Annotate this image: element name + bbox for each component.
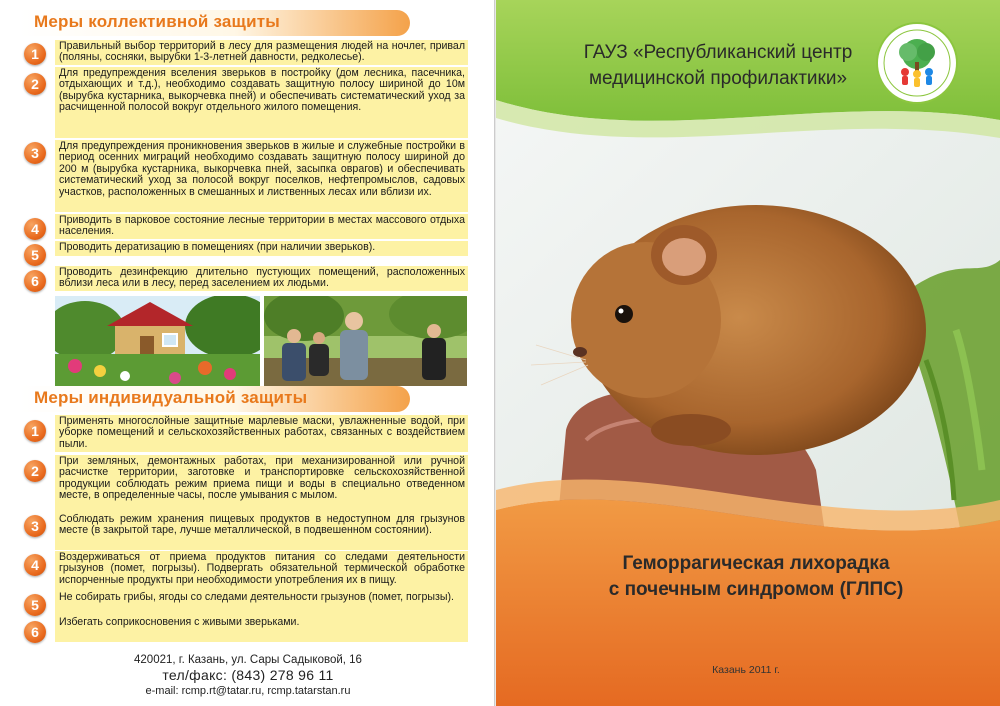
number-badge: 5 [24,594,46,616]
list-item-text: Проводить дезинфекцию длительно пустующих помещений, расположенных вблизи леса или в лесу, перед заселением их людьми. [55,266,468,291]
number-badge: 3 [24,142,46,164]
list-item-text: Для предупреждения проникновения зверьков в жилые и служебные постройки в период осенних миграций необходимо создавать защитную полосу шириной до 200 м (вырубка кустарника, выкорчевка пней, засыпка оврагов) и обеспечивать систематический уход за полосой вокруг поселков, нефтепромыслов, садовых участков, расположенных в смешанных и лиственных лесах или вблизи их. [55,140,468,212]
individual-protection-title: Меры индивидуальной защиты [34,388,308,407]
number-badge: 6 [24,270,46,292]
organization-line-1: ГАУЗ «Республиканский центр [583,42,853,63]
list-item-text: Проводить дератизацию в помещениях (при наличии зверьков). [55,241,468,256]
list-item-text: Воздерживаться от приема продуктов питания со следами деятельности грызунов (помет, погрызы). Подвергать обязательной термической обработке испорченные продукты при необходимости употребления их в пищу. [55,551,468,599]
number-badge: 4 [24,218,46,240]
cover-page [496,0,1000,706]
tree-logo-icon [878,24,956,102]
individual-protection-heading [20,386,410,412]
list-item-text: Соблюдать режим хранения пищевых продуктов в недоступном для грызунов месте (в закрытой таре, лучше металлической, в подвешенном состоянии). [55,513,468,550]
number-badge: 5 [24,244,46,266]
organization-logo [876,22,958,104]
country-house-photo [55,296,260,386]
number-badge: 4 [24,554,46,576]
list-item-text: При земляных, демонтажных работах, при механизированной или ручной расчистке территории, заготовке и транспортировке сельскохозяйственной продукции соблюдать режим приема пищи и воды в специально отведенном месте, в определенные часы, после умывания с мылом. [55,455,468,516]
brochure-title-line-1: Геморрагическая лихорадка [622,553,890,574]
brochure-title [556,551,956,603]
number-badge: 1 [24,43,46,65]
number-badge: 6 [24,621,46,643]
list-item-text: Для предупреждения вселения зверьков в постройку (дом лесника, пасечника, отдыхающих и т.д.), необходимо создавать защитную полосу шириной до 10м (вырубка кустарника, выкорчевка пней) и обеспечивать систематический уход за расчищенной полосой вокруг отдельного жилого помещения. [55,67,468,138]
volunteers-illustration [264,296,467,386]
list-item-text: Избегать соприкосновения с живыми зверьками. [55,616,468,642]
list-item-text: Не собирать грибы, ягоды со следами деятельности грызунов (помет, погрызы). [55,591,468,616]
organization-title [558,40,878,92]
brochure-title-line-2: с почечным синдромом (ГЛПС) [608,579,904,600]
organization-line-2: медицинской профилактики» [588,68,848,89]
collective-protection-title: Меры коллективной защиты [34,12,280,31]
list-item-text: Применять многослойные защитные марлевые маски, увлажненные водой, при уборке помещений и сельскохозяйственных работах, связанных с воздействием пыли. [55,415,468,452]
collective-protection-heading [20,10,410,36]
volunteers-photo [264,296,467,386]
number-badge: 2 [24,460,46,482]
number-badge: 3 [24,515,46,537]
list-item-text: Правильный выбор территорий в лесу для размещения людей на ночлег, привал (поляны, сосняки, вырубки 1-3-летней давности, редколесье). [55,40,468,65]
country-house-illustration [55,296,260,386]
contact-address: 420021, г. Казань, ул. Сары Садыковой, 16 [134,654,362,666]
list-item-text: Приводить в парковое состояние лесные территории в местах массового отдыха населения. [55,214,468,239]
contact-phone: тел/факс: (843) 278 96 11 [162,667,334,683]
back-page [0,0,496,706]
number-badge: 2 [24,73,46,95]
city-year: Казань 2011 г. [712,664,780,676]
number-badge: 1 [24,420,46,442]
contact-email: e-mail: rcmp.rt@tatar.ru, rcmp.tatarstan.ru [145,685,351,697]
